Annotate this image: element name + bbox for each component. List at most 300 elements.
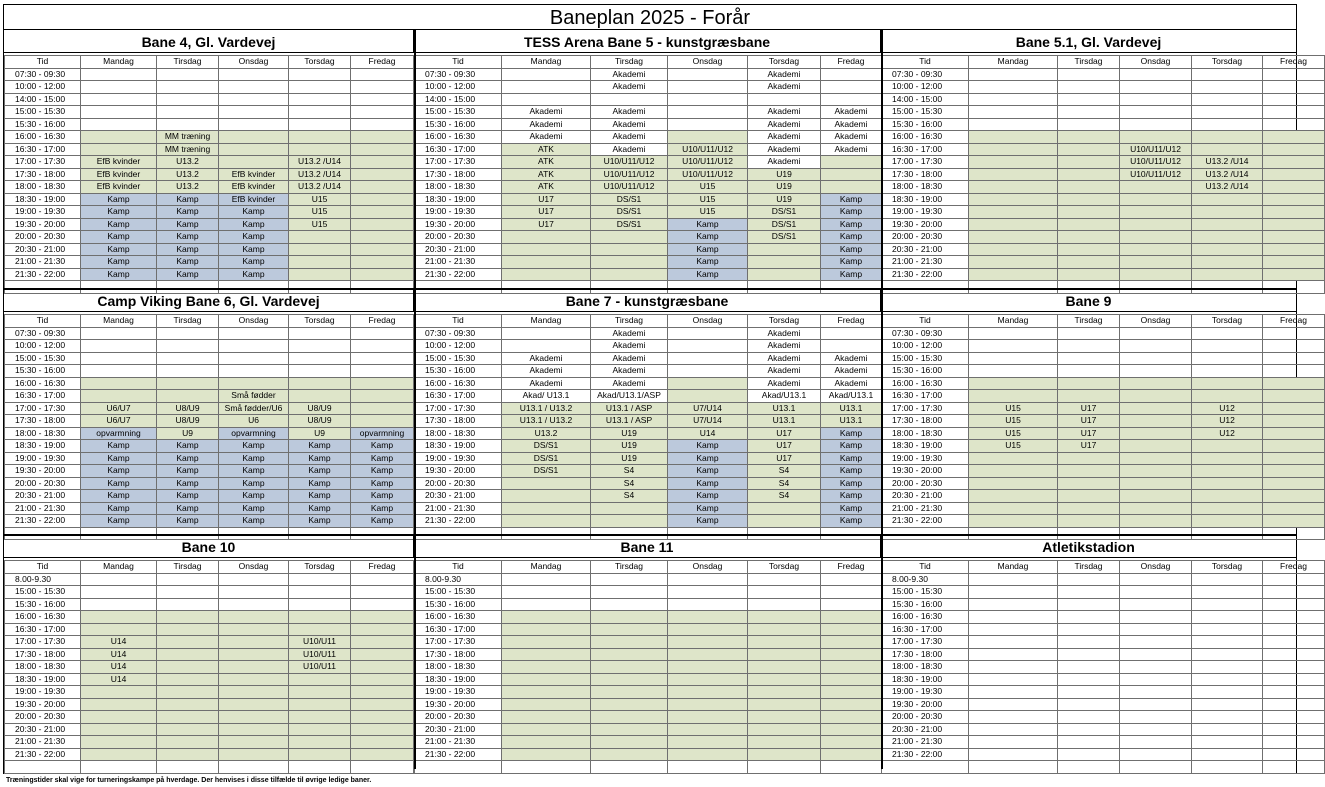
booking-cell xyxy=(1058,256,1120,269)
booking-cell xyxy=(591,93,668,106)
booking-cell: Kamp xyxy=(157,268,219,281)
booking-cell xyxy=(351,636,414,649)
booking-cell xyxy=(502,723,591,736)
time-slot: 21:00 - 21:30 xyxy=(5,736,81,749)
booking-cell: U15 xyxy=(289,193,351,206)
table-row xyxy=(5,231,414,244)
time-slot: 21:30 - 22:00 xyxy=(882,268,969,281)
table-row xyxy=(882,440,1325,453)
table-row xyxy=(415,711,882,724)
booking-cell: U9 xyxy=(289,427,351,440)
field-block-bane-9 xyxy=(881,288,1307,534)
table-row xyxy=(415,168,882,181)
booking-cell: U6/U7 xyxy=(81,402,157,415)
booking-cell xyxy=(502,598,591,611)
column-header: Torsdag xyxy=(748,56,821,69)
booking-cell xyxy=(81,93,157,106)
booking-cell xyxy=(1263,243,1325,256)
booking-cell xyxy=(502,515,591,528)
booking-cell xyxy=(969,168,1058,181)
booking-cell xyxy=(1058,81,1120,94)
booking-cell xyxy=(1263,648,1325,661)
booking-cell xyxy=(1058,206,1120,219)
booking-cell xyxy=(668,661,748,674)
time-slot: 20:00 - 20:30 xyxy=(882,477,969,490)
booking-cell xyxy=(1120,415,1192,428)
booking-cell: U7/U14 xyxy=(668,415,748,428)
time-slot: 17:30 - 18:00 xyxy=(882,168,969,181)
booking-cell xyxy=(748,673,821,686)
booking-cell xyxy=(1192,490,1263,503)
booking-cell xyxy=(668,761,748,774)
booking-cell xyxy=(1192,143,1263,156)
table-row xyxy=(415,352,882,365)
booking-cell xyxy=(351,181,414,194)
booking-cell xyxy=(668,390,748,403)
booking-cell xyxy=(1120,68,1192,81)
booking-cell xyxy=(502,327,591,340)
table-row xyxy=(882,673,1325,686)
booking-cell xyxy=(969,365,1058,378)
booking-cell: S4 xyxy=(748,477,821,490)
table-row xyxy=(882,168,1325,181)
booking-cell xyxy=(1058,452,1120,465)
booking-cell xyxy=(969,761,1058,774)
booking-cell xyxy=(1120,206,1192,219)
booking-cell xyxy=(219,723,289,736)
booking-cell xyxy=(1120,365,1192,378)
booking-cell xyxy=(748,723,821,736)
table-row xyxy=(882,748,1325,761)
booking-cell: Kamp xyxy=(668,477,748,490)
table-row xyxy=(882,106,1325,119)
time-slot: 15:00 - 15:30 xyxy=(882,106,969,119)
booking-cell xyxy=(748,736,821,749)
table-row xyxy=(415,243,882,256)
table-row xyxy=(5,340,414,353)
booking-cell xyxy=(969,661,1058,674)
booking-cell xyxy=(821,723,882,736)
booking-cell: U13.1 xyxy=(821,415,882,428)
booking-cell xyxy=(157,598,219,611)
booking-cell xyxy=(668,573,748,586)
booking-cell: U15 xyxy=(289,206,351,219)
booking-cell xyxy=(81,327,157,340)
time-slot: 20:00 - 20:30 xyxy=(882,231,969,244)
booking-cell xyxy=(502,256,591,269)
table-row xyxy=(5,748,414,761)
booking-cell xyxy=(1263,106,1325,119)
booking-cell xyxy=(351,723,414,736)
time-slot: 10:00 - 12:00 xyxy=(5,81,81,94)
booking-cell xyxy=(289,623,351,636)
table-row xyxy=(882,143,1325,156)
booking-cell xyxy=(1120,586,1192,599)
time-slot: 15:30 - 16:00 xyxy=(5,598,81,611)
table-row xyxy=(882,698,1325,711)
booking-cell xyxy=(748,761,821,774)
booking-cell: Akademi xyxy=(748,143,821,156)
booking-cell xyxy=(289,131,351,144)
booking-cell xyxy=(219,143,289,156)
booking-cell xyxy=(502,623,591,636)
booking-cell xyxy=(1120,636,1192,649)
booking-cell xyxy=(1263,465,1325,478)
table-row xyxy=(882,365,1325,378)
booking-cell xyxy=(157,93,219,106)
booking-cell xyxy=(81,352,157,365)
booking-cell xyxy=(351,118,414,131)
booking-cell xyxy=(969,81,1058,94)
table-row xyxy=(882,181,1325,194)
booking-cell xyxy=(969,611,1058,624)
booking-cell: U13.1 / U13.2 xyxy=(502,402,591,415)
time-slot: 16:00 - 16:30 xyxy=(882,377,969,390)
booking-cell xyxy=(668,711,748,724)
booking-cell xyxy=(351,268,414,281)
booking-cell xyxy=(1263,81,1325,94)
booking-cell xyxy=(81,698,157,711)
table-row xyxy=(415,515,882,528)
row-divider xyxy=(4,288,1296,290)
time-slot: 18:00 - 18:30 xyxy=(882,181,969,194)
booking-cell xyxy=(351,586,414,599)
booking-cell: Kamp xyxy=(157,243,219,256)
column-header: Fredag xyxy=(1263,561,1325,574)
column-header: Tirsdag xyxy=(591,56,668,69)
booking-cell xyxy=(219,106,289,119)
column-header: Fredag xyxy=(821,56,882,69)
table-row xyxy=(415,131,882,144)
booking-cell xyxy=(821,673,882,686)
booking-cell: Kamp xyxy=(219,490,289,503)
booking-cell xyxy=(748,93,821,106)
booking-cell xyxy=(1058,477,1120,490)
booking-cell: DS/S1 xyxy=(502,452,591,465)
booking-cell xyxy=(591,648,668,661)
booking-cell: Kamp xyxy=(219,206,289,219)
booking-cell: Kamp xyxy=(821,515,882,528)
booking-cell xyxy=(1120,377,1192,390)
booking-cell xyxy=(81,81,157,94)
time-slot: 18:30 - 19:00 xyxy=(882,193,969,206)
booking-cell xyxy=(1263,231,1325,244)
time-slot: 17:30 - 18:00 xyxy=(882,648,969,661)
booking-cell xyxy=(502,611,591,624)
time-slot: 17:30 - 18:00 xyxy=(882,415,969,428)
booking-cell xyxy=(351,377,414,390)
table-row xyxy=(882,502,1325,515)
table-row xyxy=(415,143,882,156)
table-row xyxy=(882,327,1325,340)
booking-cell xyxy=(351,81,414,94)
booking-cell: U12 xyxy=(1192,402,1263,415)
booking-cell xyxy=(1192,698,1263,711)
table-row xyxy=(5,736,414,749)
time-slot: 17:00 - 17:30 xyxy=(5,636,81,649)
booking-cell: Akademi xyxy=(748,68,821,81)
booking-cell xyxy=(219,648,289,661)
booking-cell xyxy=(157,327,219,340)
table-row xyxy=(5,427,414,440)
table-row xyxy=(882,243,1325,256)
booking-cell xyxy=(668,748,748,761)
booking-cell xyxy=(219,377,289,390)
table-row xyxy=(415,390,882,403)
booking-cell xyxy=(351,231,414,244)
booking-cell xyxy=(969,573,1058,586)
booking-cell xyxy=(289,377,351,390)
time-slot: 20:30 - 21:00 xyxy=(415,723,502,736)
column-header: Fredag xyxy=(1263,56,1325,69)
booking-cell xyxy=(821,573,882,586)
table-row xyxy=(882,477,1325,490)
booking-cell xyxy=(502,711,591,724)
field-block-bane-7-kunstgræsbane xyxy=(414,288,881,534)
booking-cell xyxy=(1120,390,1192,403)
booking-cell xyxy=(81,748,157,761)
column-header: Torsdag xyxy=(748,315,821,328)
column-header: Mandag xyxy=(502,56,591,69)
time-slot: 16:30 - 17:00 xyxy=(415,623,502,636)
table-row xyxy=(415,440,882,453)
booking-cell: U10/U11 xyxy=(289,636,351,649)
booking-cell xyxy=(1263,477,1325,490)
booking-cell: U17 xyxy=(502,206,591,219)
booking-cell xyxy=(502,736,591,749)
booking-cell: Akademi xyxy=(502,352,591,365)
time-slot: 15:00 - 15:30 xyxy=(415,352,502,365)
booking-cell xyxy=(1120,452,1192,465)
booking-cell xyxy=(1263,502,1325,515)
table-row xyxy=(882,352,1325,365)
booking-cell xyxy=(351,243,414,256)
booking-cell: U13.1 xyxy=(821,402,882,415)
time-slot: 21:30 - 22:00 xyxy=(5,748,81,761)
booking-cell xyxy=(668,723,748,736)
field-block-bane-5-1-gl-vardevej xyxy=(881,29,1307,288)
booking-cell: U10/U11/U12 xyxy=(668,156,748,169)
booking-cell xyxy=(1120,352,1192,365)
booking-cell xyxy=(668,68,748,81)
time-slot: 19:30 - 20:00 xyxy=(5,698,81,711)
time-slot: 15:30 - 16:00 xyxy=(882,118,969,131)
booking-cell xyxy=(1058,661,1120,674)
booking-cell: Kamp xyxy=(351,477,414,490)
time-slot: 17:00 - 17:30 xyxy=(415,636,502,649)
booking-cell: U13.1 xyxy=(748,415,821,428)
booking-cell: Kamp xyxy=(157,193,219,206)
booking-cell xyxy=(1263,698,1325,711)
time-slot: 14:00 - 15:00 xyxy=(882,93,969,106)
booking-cell xyxy=(351,748,414,761)
booking-cell xyxy=(1263,206,1325,219)
table-row xyxy=(882,68,1325,81)
booking-cell xyxy=(821,611,882,624)
booking-cell xyxy=(1263,440,1325,453)
booking-cell xyxy=(1192,131,1263,144)
table-row xyxy=(415,573,882,586)
booking-cell: U15 xyxy=(969,415,1058,428)
booking-cell xyxy=(591,586,668,599)
time-slot: 16:30 - 17:00 xyxy=(882,390,969,403)
booking-cell: Kamp xyxy=(219,218,289,231)
booking-cell: Kamp xyxy=(81,268,157,281)
booking-cell xyxy=(1263,168,1325,181)
table-row xyxy=(415,106,882,119)
booking-cell xyxy=(1263,218,1325,231)
table-row xyxy=(415,736,882,749)
booking-cell xyxy=(668,623,748,636)
booking-cell: Kamp xyxy=(821,256,882,269)
booking-cell: EfB kvinder xyxy=(81,168,157,181)
booking-cell xyxy=(219,365,289,378)
booking-cell: Akademi xyxy=(748,352,821,365)
time-slot: 17:00 - 17:30 xyxy=(882,402,969,415)
booking-cell: U15 xyxy=(668,206,748,219)
booking-cell xyxy=(351,402,414,415)
booking-cell xyxy=(969,68,1058,81)
booking-cell xyxy=(1192,268,1263,281)
booking-cell: U8/U9 xyxy=(289,415,351,428)
column-header: Fredag xyxy=(1263,315,1325,328)
booking-cell xyxy=(821,636,882,649)
booking-cell: U10/U11/U12 xyxy=(591,181,668,194)
booking-cell xyxy=(1058,352,1120,365)
table-row xyxy=(882,515,1325,528)
booking-cell xyxy=(219,598,289,611)
booking-cell: U13.1 / U13.2 xyxy=(502,415,591,428)
booking-cell xyxy=(821,623,882,636)
booking-cell xyxy=(1058,377,1120,390)
booking-cell xyxy=(1120,661,1192,674)
booking-cell: U13.2 xyxy=(502,427,591,440)
booking-cell xyxy=(1192,623,1263,636)
table-row xyxy=(5,598,414,611)
booking-cell xyxy=(1263,636,1325,649)
column-header: Tid xyxy=(882,315,969,328)
booking-cell: DS/S1 xyxy=(748,206,821,219)
table-row xyxy=(415,365,882,378)
time-slot xyxy=(415,761,502,774)
booking-cell: Kamp xyxy=(821,243,882,256)
booking-cell xyxy=(1058,106,1120,119)
booking-cell xyxy=(969,256,1058,269)
column-header: Mandag xyxy=(969,56,1058,69)
time-slot: 15:00 - 15:30 xyxy=(5,586,81,599)
booking-cell: U14 xyxy=(81,673,157,686)
time-slot: 15:30 - 16:00 xyxy=(5,365,81,378)
booking-cell xyxy=(1058,686,1120,699)
table-row xyxy=(5,93,414,106)
table-row xyxy=(415,748,882,761)
booking-cell xyxy=(821,698,882,711)
field-block-bane-4-gl-vardevej xyxy=(4,29,414,288)
booking-cell xyxy=(502,636,591,649)
table-row xyxy=(882,390,1325,403)
column-header: Tirsdag xyxy=(157,56,219,69)
booking-cell xyxy=(289,256,351,269)
booking-cell xyxy=(969,598,1058,611)
booking-cell: U10/U11/U12 xyxy=(1120,143,1192,156)
booking-cell xyxy=(1120,268,1192,281)
booking-cell xyxy=(1263,256,1325,269)
booking-cell: U9 xyxy=(157,427,219,440)
booking-cell xyxy=(1263,156,1325,169)
booking-cell xyxy=(821,93,882,106)
column-header: Torsdag xyxy=(1192,315,1263,328)
booking-cell xyxy=(1263,748,1325,761)
booking-cell xyxy=(289,340,351,353)
booking-cell: opvarmning xyxy=(351,427,414,440)
booking-cell xyxy=(157,661,219,674)
time-slot: 21:30 - 22:00 xyxy=(882,748,969,761)
booking-cell xyxy=(289,106,351,119)
booking-cell xyxy=(821,181,882,194)
table-row xyxy=(882,586,1325,599)
booking-cell xyxy=(1263,402,1325,415)
booking-cell xyxy=(502,340,591,353)
booking-cell xyxy=(157,106,219,119)
booking-cell: U12 xyxy=(1192,415,1263,428)
booking-cell xyxy=(81,586,157,599)
booking-cell: U15 xyxy=(969,440,1058,453)
booking-cell: U15 xyxy=(969,402,1058,415)
booking-cell xyxy=(157,377,219,390)
table-row xyxy=(5,673,414,686)
time-slot: 8.00-9.30 xyxy=(882,573,969,586)
column-header-row xyxy=(882,315,1325,328)
table-row xyxy=(882,206,1325,219)
booking-cell: U15 xyxy=(668,193,748,206)
table-row xyxy=(5,686,414,699)
column-header: Onsdag xyxy=(668,315,748,328)
booking-cell xyxy=(821,761,882,774)
booking-cell xyxy=(591,661,668,674)
booking-cell: Kamp xyxy=(668,218,748,231)
booking-cell: Kamp xyxy=(668,440,748,453)
booking-cell: Kamp xyxy=(821,427,882,440)
booking-cell xyxy=(969,206,1058,219)
booking-cell xyxy=(1120,465,1192,478)
booking-cell: Kamp xyxy=(219,268,289,281)
booking-cell xyxy=(969,477,1058,490)
booking-cell xyxy=(1120,623,1192,636)
booking-cell xyxy=(157,573,219,586)
booking-cell xyxy=(821,81,882,94)
booking-cell xyxy=(1263,390,1325,403)
booking-cell xyxy=(219,81,289,94)
booking-cell xyxy=(219,686,289,699)
booking-cell xyxy=(351,598,414,611)
booking-cell: Kamp xyxy=(219,515,289,528)
time-slot: 17:00 - 17:30 xyxy=(415,402,502,415)
booking-cell xyxy=(668,131,748,144)
booking-cell xyxy=(1263,490,1325,503)
table-row xyxy=(5,143,414,156)
schedule-table xyxy=(4,314,414,540)
booking-cell xyxy=(81,573,157,586)
booking-cell xyxy=(1192,452,1263,465)
time-slot: 15:30 - 16:00 xyxy=(415,118,502,131)
table-row xyxy=(882,193,1325,206)
time-slot: 21:30 - 22:00 xyxy=(415,268,502,281)
booking-cell: DS/S1 xyxy=(502,465,591,478)
booking-cell: Kamp xyxy=(219,465,289,478)
column-header: Tirsdag xyxy=(591,561,668,574)
booking-cell xyxy=(1192,598,1263,611)
booking-cell xyxy=(351,256,414,269)
